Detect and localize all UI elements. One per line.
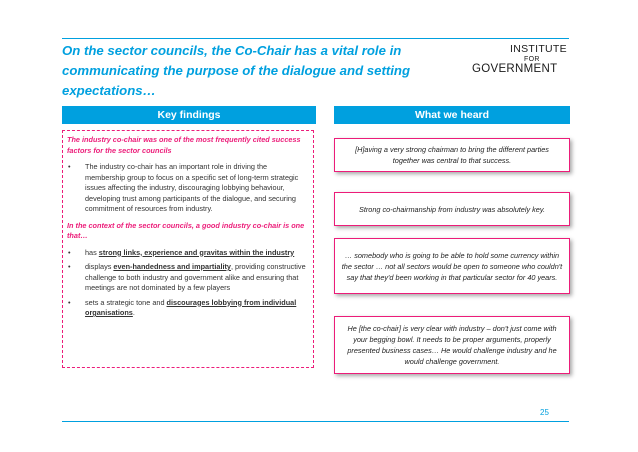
bullet: • (68, 247, 71, 257)
quote-box-3 (334, 238, 570, 294)
title-line-1: On the sector councils, the Co-Chair has a vital role in (62, 43, 402, 58)
bullet-3-emphasis: discourages lobbying from individual organisations (85, 297, 297, 317)
logo-line-1: INSTITUTE (510, 43, 567, 55)
finding-point-1-text: The industry co-chair has an important role in driving the membership group to focus on a specific set of long-term strategic issues affecting the industry, discouraging lobbying behaviour, developing trust among participants of the dialogue, and securing commitment of resources from industry. (85, 162, 299, 213)
findings-intro: The industry co-chair was one of the most frequently cited success factors for the sector councils (67, 135, 301, 155)
quote-2-text: Strong co-chairmanship from industry was absolutely key. (358, 204, 545, 214)
logo-line-3: GOVERNMENT (472, 63, 558, 75)
quote-4-text: He [the co-chair] is very clear with industry – don't just come with your begging bowl. It needs to be proper arguments, properly presented business cases… He would challenge industry and he would challenge government. (347, 324, 557, 366)
quote-1-text: [H]aving a very strong chairman to bring the different parties together was central to that success. (355, 145, 549, 165)
top-rule (62, 38, 569, 39)
bullet-2-post: , providing constructive challenge to both industry and government alike and ensuring that meetings are not dominated by a few players (85, 262, 306, 292)
bullet-1-pre: has (85, 247, 99, 257)
bottom-rule (62, 421, 569, 422)
findings-context: In the context of the sector councils, a good industry co-chair is one that… (67, 220, 305, 240)
finding-point-1 (67, 162, 309, 215)
finding-bullet-2 (67, 262, 309, 294)
quote-box-1 (334, 138, 570, 172)
institute-for-government-logo (472, 44, 572, 75)
quote-box-4 (334, 316, 570, 374)
slide-title (62, 41, 442, 101)
key-findings-header: Key findings (62, 106, 316, 124)
bullet: • (68, 162, 71, 171)
what-we-heard-header: What we heard (334, 106, 570, 124)
logo-line-2: FOR (524, 56, 540, 63)
finding-bullet-1 (67, 248, 309, 259)
bullet-2-emphasis: even-handedness and impartiality (113, 262, 231, 271)
bullet-3-pre: sets a strategic tone and (85, 297, 167, 307)
quote-3-text: … somebody who is going to be able to hold some currency within the sector … not all sectors would be open to someone who couldn't say that they'd been working in that particular sector for 40 years. (341, 250, 563, 282)
title-line-3: expectations… (62, 83, 156, 98)
bullet-1-emphasis: strong links, experience and gravitas within the industry (98, 247, 295, 257)
finding-bullet-3 (67, 298, 309, 319)
page-number: 25 (540, 408, 549, 417)
bullet-2-pre: displays (85, 262, 114, 271)
quote-box-2 (334, 192, 570, 226)
title-line-2: communicating the purpose of the dialogue and setting (62, 63, 411, 78)
key-findings-box (62, 130, 314, 368)
bullet-3-post: . (132, 308, 135, 317)
bullet: • (68, 262, 71, 271)
bullet: • (68, 297, 71, 307)
